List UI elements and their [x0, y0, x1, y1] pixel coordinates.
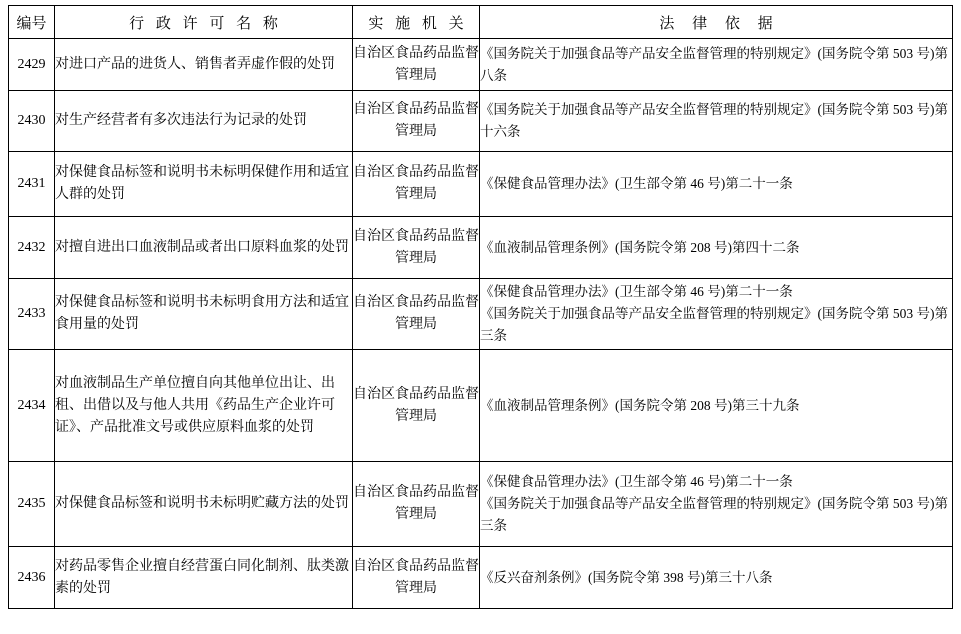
row-code: 2436 — [9, 547, 55, 609]
legal-basis-line: 《血液制品管理条例》(国务院令第 208 号)第四十二条 — [480, 239, 800, 255]
column-header-law: 法 律 依 据 — [480, 6, 953, 39]
row-code: 2433 — [9, 279, 55, 350]
row-permit-name: 对生产经营者有多次违法行为记录的处罚 — [55, 91, 353, 152]
row-code: 2431 — [9, 152, 55, 217]
table-body — [9, 39, 953, 609]
row-organization: 自治区食品药品监督管理局 — [353, 39, 480, 91]
legal-basis-line: 《保健食品管理办法》(卫生部令第 46 号)第二十一条 — [480, 176, 793, 191]
legal-basis-line: 《国务院关于加强食品等产品安全监督管理的特别规定》(国务院令第 503 号)第十六条 — [480, 102, 948, 139]
legal-basis-line: 《血液制品管理条例》(国务院令第 208 号)第三十九条 — [480, 397, 800, 413]
row-permit-name: 对保健食品标签和说明书未标明食用方法和适宜食用量的处罚 — [55, 279, 353, 350]
row-legal-basis — [480, 462, 953, 547]
legal-basis-line: 《保健食品管理办法》(卫生部令第 46 号)第二十一条 — [480, 474, 793, 489]
row-legal-basis — [480, 217, 953, 279]
row-legal-basis — [480, 279, 953, 350]
row-legal-basis — [480, 547, 953, 609]
column-header-name: 行 政 许 可 名 称 — [55, 6, 353, 39]
row-code: 2432 — [9, 217, 55, 279]
table-row — [9, 279, 953, 350]
row-organization: 自治区食品药品监督管理局 — [353, 547, 480, 609]
row-permit-name: 对血液制品生产单位擅自向其他单位出让、出租、出借以及与他人共用《药品生产企业许可证》、产品批准文号或供应原料血浆的处罚 — [55, 350, 353, 462]
row-legal-basis — [480, 91, 953, 152]
table-row — [9, 547, 953, 609]
row-code: 2429 — [9, 39, 55, 91]
legal-basis-line: 《国务院关于加强食品等产品安全监督管理的特别规定》(国务院令第 503 号)第三条 — [480, 496, 948, 533]
legal-basis-line: 《保健食品管理办法》(卫生部令第 46 号)第二十一条 — [480, 284, 793, 299]
row-permit-name: 对进口产品的进货人、销售者弄虚作假的处罚 — [55, 39, 353, 91]
row-code: 2435 — [9, 462, 55, 547]
legal-basis-line: 《国务院关于加强食品等产品安全监督管理的特别规定》(国务院令第 503 号)第八条 — [480, 45, 948, 83]
table-header — [9, 6, 953, 39]
row-legal-basis — [480, 39, 953, 91]
column-header-code: 编号 — [9, 6, 55, 39]
row-organization: 自治区食品药品监督管理局 — [353, 91, 480, 152]
table-row — [9, 462, 953, 547]
table-row — [9, 91, 953, 152]
row-organization: 自治区食品药品监督管理局 — [353, 350, 480, 462]
row-code: 2434 — [9, 350, 55, 462]
row-permit-name: 对保健食品标签和说明书未标明保健作用和适宜人群的处罚 — [55, 152, 353, 217]
document-page — [0, 5, 961, 634]
row-code: 2430 — [9, 91, 55, 152]
table-row — [9, 217, 953, 279]
legal-basis-line: 《国务院关于加强食品等产品安全监督管理的特别规定》(国务院令第 503 号)第三条 — [480, 306, 948, 343]
row-legal-basis — [480, 152, 953, 217]
row-organization: 自治区食品药品监督管理局 — [353, 217, 480, 279]
table-row — [9, 152, 953, 217]
row-permit-name: 对药品零售企业擅自经营蛋白同化制剂、肽类激素的处罚 — [55, 547, 353, 609]
row-organization: 自治区食品药品监督管理局 — [353, 279, 480, 350]
row-permit-name: 对擅自进出口血液制品或者出口原料血浆的处罚 — [55, 217, 353, 279]
row-organization: 自治区食品药品监督管理局 — [353, 152, 480, 217]
table-row — [9, 39, 953, 91]
row-legal-basis — [480, 350, 953, 462]
row-permit-name: 对保健食品标签和说明书未标明贮藏方法的处罚 — [55, 462, 353, 547]
row-organization: 自治区食品药品监督管理局 — [353, 462, 480, 547]
column-header-org: 实 施 机 关 — [353, 6, 480, 39]
legal-basis-line: 《反兴奋剂条例》(国务院令第 398 号)第三十八条 — [480, 569, 773, 585]
administrative-permit-table — [8, 5, 953, 609]
table-row — [9, 350, 953, 462]
table-header-row — [9, 6, 953, 39]
